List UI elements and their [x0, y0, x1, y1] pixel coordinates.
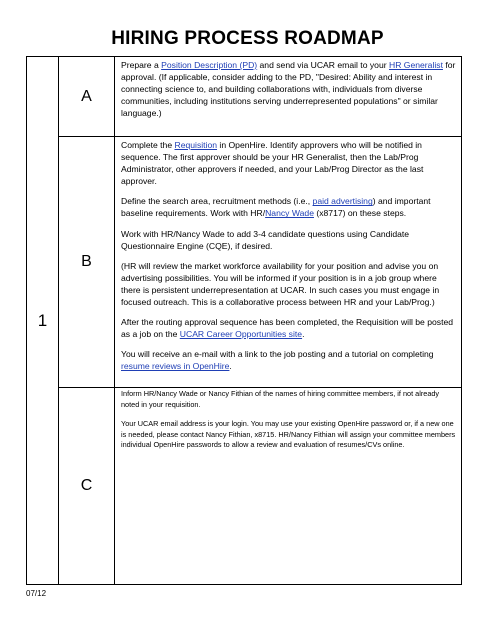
section-b-paragraph-3: Work with HR/Nancy Wade to add 3-4 candidate questions using Candidate Questionnaire Engine (CQE), if desired. [121, 228, 410, 251]
text-span: (x8717) on these steps. [313, 208, 407, 219]
text-span: Define the search area, recruitment methods (i.e., [121, 196, 313, 207]
section-c-row [27, 388, 462, 585]
section-a-row [27, 57, 462, 137]
section-c-content [115, 388, 462, 585]
section-b-label: B [59, 137, 115, 388]
text-span: Prepare a [121, 60, 162, 70]
page-title: HIRING PROCESS ROADMAP [111, 28, 384, 49]
position-description-link[interactable]: Position Description (PD) [161, 60, 258, 70]
section-b-paragraph-5 [121, 316, 457, 340]
career-opportunities-link[interactable]: UCAR Career Opportunities site [179, 329, 303, 340]
text-span: After the routing approval sequence has been completed, the Requisition will be posted as a job on the [121, 317, 454, 340]
text-span: Complete the [121, 140, 175, 150]
text-span: You will receive an e-mail with a link to the job posting and a tutorial on completing [121, 349, 434, 360]
nancy-wade-link[interactable]: Nancy Wade [265, 208, 314, 219]
text-span: . [302, 329, 305, 340]
section-b-paragraph-4: (HR will review the market workforce availability for your position and advise you on advertising possibilities. You will be informed if your position is in a job group where there is persistent underrepresentation at UCAR. In such cases you must engage in focused outreach. This is a collaborative process between HR and your Lab/Prog.) [121, 260, 440, 308]
text-span: for approval. (If applicable, consider adding to the PD, "Desired: Ability and interest in connecting science to, and building collaborations with, individuals from diverse communities, including institutions serving underrepresented populations" or similar language.) [121, 60, 456, 119]
step-number: 1 [27, 57, 59, 585]
footer-date: 07/12 [26, 589, 47, 598]
section-a-paragraph [121, 59, 457, 119]
section-b-paragraph-1 [121, 139, 457, 187]
section-c-label: C [59, 388, 115, 585]
text-span: ) and important baseline requirements. Work with HR/ [121, 196, 431, 219]
resume-reviews-link[interactable]: resume reviews in OpenHire [121, 361, 230, 372]
roadmap-table [26, 56, 462, 585]
requisition-link[interactable]: Requisition [174, 140, 218, 150]
text-span: in OpenHire. Identify approvers who will be notified in sequence. The first approver should be your HR Generalist, then the Lab/Prog Administrator, other approvers if needed, and your Lab/Prog Director as the last approver. [121, 140, 424, 187]
section-a-content [115, 57, 462, 137]
section-a-label: A [59, 57, 115, 137]
section-b-content [115, 137, 462, 388]
hr-generalist-link[interactable]: HR Generalist [388, 60, 443, 70]
section-b-row [27, 137, 462, 388]
paid-advertising-link[interactable]: paid advertising [312, 196, 373, 207]
section-c-paragraph-2: Your UCAR email address is your login. You may use your existing OpenHire password or, if a new one is needed, please contact Nancy Fithian, x8715. HR/Nancy Fithian will assign your committee members individual OpenHire passwords to allow a review and evaluation of resumes/CVs online. [121, 419, 456, 450]
text-span: and send via UCAR email to your [257, 60, 389, 70]
section-b-paragraph-2 [121, 195, 457, 219]
section-b-paragraph-6 [121, 348, 457, 372]
text-span: . [229, 361, 232, 372]
section-c-paragraph-1: Inform HR/Nancy Wade or Nancy Fithian of the names of hiring committee members, if not already noted in your requisition. [121, 389, 440, 409]
